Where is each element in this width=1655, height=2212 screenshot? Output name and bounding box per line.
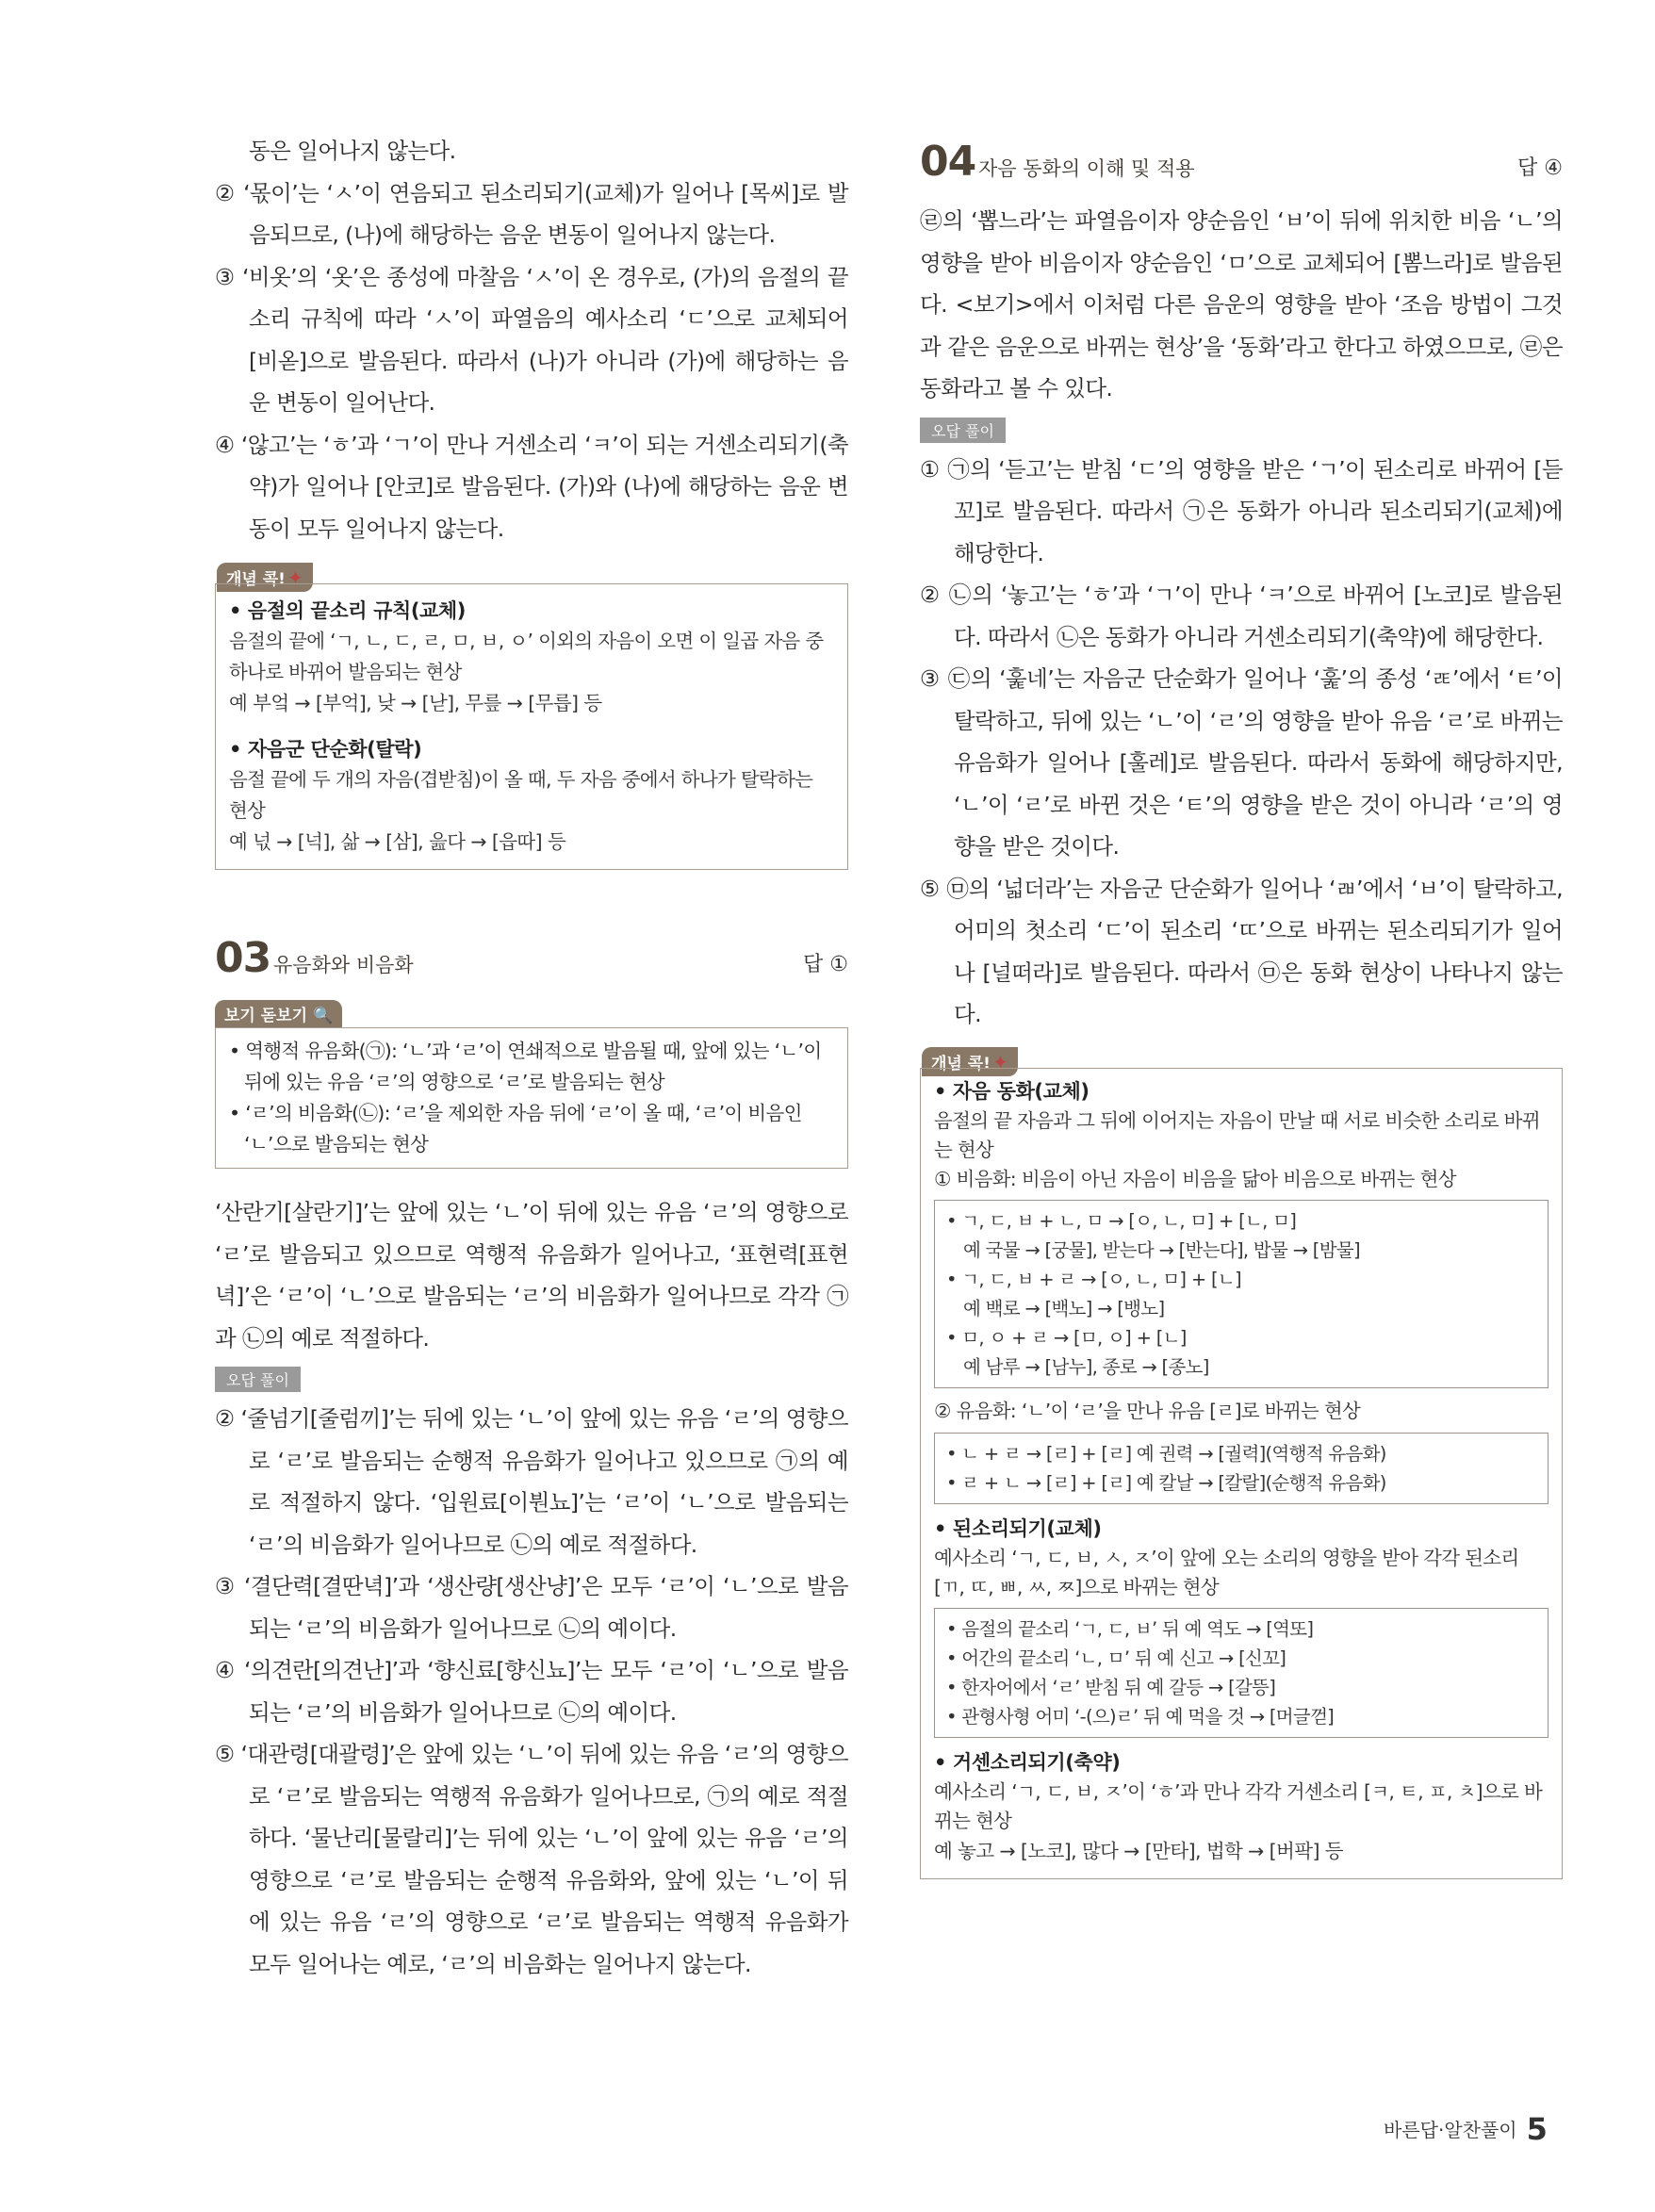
- section-answer: 답 ④: [1517, 156, 1563, 180]
- wrong-answer-tag: 오답 풀이: [920, 418, 1006, 443]
- rule-line: • 어간의 끝소리 ‘ㄴ, ㅁ’ 뒤 예 신고 → [신꼬]: [946, 1647, 1286, 1669]
- concept-box: [215, 583, 848, 870]
- rule-example: 예 남루 → [남누], 종로 → [종노]: [963, 1355, 1209, 1378]
- bogi-tag: 보기 돋보기 🔍: [215, 1000, 342, 1027]
- concept-heading: • 거센소리되기(축약): [934, 1750, 1121, 1774]
- rule-box: [934, 1433, 1548, 1504]
- answer-item: ③ ‘결단력[결딴녁]’과 ‘생산량[생산냥]’은 모두 ‘ㄹ’이 ‘ㄴ’으로 발음되는 ‘ㄹ’의 비음화가 일어나므로 ㉡의 예이다.: [215, 1573, 848, 1642]
- rule-example: 예 국물 → [궁물], 받는다 → [반는다], 밥물 → [밤물]: [963, 1238, 1360, 1261]
- rule-example: 예 백로 → [백노] → [뱅노]: [963, 1297, 1165, 1319]
- concept-tag-row: [920, 1038, 1563, 1073]
- section-number: 03: [215, 934, 271, 982]
- page-footer: [1384, 2111, 1548, 2147]
- section-title: 자음 동화의 이해 및 적용: [978, 157, 1195, 180]
- sparkle-icon: ✦: [991, 1050, 1008, 1073]
- section-answer: 답 ①: [803, 953, 848, 976]
- rule-line: • ㄱ, ㄷ, ㅂ + ㄴ, ㅁ → [ㅇ, ㄴ, ㅁ] + [ㄴ, ㅁ]: [946, 1209, 1297, 1232]
- sparkle-icon: ✦: [287, 566, 303, 589]
- bogi-item: • ‘ㄹ’의 비음화(㉡): ‘ㄹ’을 제외한 자음 뒤에 ‘ㄹ’이 올 때, ‘ㄹ’이 비음인 ‘ㄴ’으로 발음되는 현상: [229, 1102, 802, 1155]
- concept-text: 음절 끝에 두 개의 자음(겹받침)이 올 때, 두 자음 중에서 하나가 탈락하는 현상: [229, 768, 813, 822]
- answer-item: ③ ㉢의 ‘훑네’는 자음군 단순화가 일어나 ‘훑’의 종성 ‘ㄾ’에서 ‘ㅌ’이 탈락하고, 뒤에 있는 ‘ㄴ’이 ‘ㄹ’의 영향을 받아 유음 ‘ㄹ’로 바뀌는 유음화가 일어나 [훌레]로 발음된다. 따라서 동화에 해당하지만, ‘ㄴ’이 ‘ㄹ’로 바뀐 것은 ‘ㅌ’의 영향을 받은 것이 아니라 ‘ㄹ’의 영향을 받은 것이다.: [920, 665, 1563, 860]
- concept-box: [920, 1068, 1563, 1879]
- bogi-item: • 역행적 유음화(㉠): ‘ㄴ’과 ‘ㄹ’이 연쇄적으로 발음될 때, 앞에 있는 ‘ㄴ’이 뒤에 있는 유음 ‘ㄹ’의 영향으로 ‘ㄹ’로 발음되는 현상: [229, 1040, 822, 1093]
- bogi-box: [215, 1027, 848, 1169]
- rule-line: • ㅁ, ㅇ + ㄹ → [ㅁ, ㅇ] + [ㄴ]: [946, 1326, 1187, 1349]
- rule-line: • ㄴ + ㄹ → [ㄹ] + [ㄹ] 예 권력 → [궐력](역행적 유음화): [946, 1442, 1386, 1465]
- concept-tag: 개념 콕! ✦: [217, 563, 313, 592]
- concept-example: 예 부엌 → [부억], 낮 → [낟], 무릎 → [무릅] 등: [229, 692, 602, 714]
- answer-item: ② ‘줄넘기[줄럼끼]’는 뒤에 있는 ‘ㄴ’이 앞에 있는 유음 ‘ㄹ’의 영향으로 ‘ㄹ’로 발음되는 순행적 유음화가 일어나고 있으므로 ㉠의 예로 적절하지 않다. ‘입원료[이붠뇨]’는 ‘ㄹ’이 ‘ㄴ’으로 발음되는 ‘ㄹ’의 비음화가 일어나므로 ㉡의 예로 적절하다.: [215, 1405, 848, 1558]
- answer-item: ⑤ ㉤의 ‘넓더라’는 자음군 단순화가 일어나 ‘ㄼ’에서 ‘ㅂ’이 탈락하고, 어미의 첫소리 ‘ㄷ’이 된소리 ‘ㄸ’으로 바뀌는 된소리되기가 일어나 [널떠라]로 발음된다. 따라서 ㉤은 동화 현상이 나타나지 않는다.: [920, 875, 1563, 1027]
- rule-box: [934, 1200, 1548, 1388]
- rule-line: • ㄱ, ㄷ, ㅂ + ㄹ → [ㅇ, ㄴ, ㅁ] + [ㄴ]: [946, 1268, 1241, 1290]
- concept-text: 음절의 끝에 ‘ㄱ, ㄴ, ㄷ, ㄹ, ㅁ, ㅂ, ㅇ’ 이외의 자음이 오면 이 일곱 자음 중 하나로 바뀌어 발음되는 현상: [229, 630, 824, 683]
- rule-line: • 한자어에서 ‘ㄹ’ 받침 뒤 예 갈등 → [갈뜽]: [946, 1676, 1276, 1698]
- section-header: [215, 934, 848, 1000]
- footer-label: 바른답·알찬풀이: [1384, 2119, 1517, 2141]
- page-number: 5: [1526, 2111, 1548, 2147]
- paragraph: 동은 일어나지 않는다.: [249, 138, 456, 164]
- concept-heading: • 된소리되기(교체): [934, 1516, 1102, 1540]
- answer-item: ⑤ ‘대관령[대괄령]’은 앞에 있는 ‘ㄴ’이 뒤에 있는 유음 ‘ㄹ’의 영향으로 ‘ㄹ’로 발음되는 역행적 유음화가 일어나므로, ㉠의 예로 적절하다. ‘물난리[물랄리]’는 뒤에 있는 ‘ㄴ’이 앞에 있는 유음 ‘ㄹ’의 영향으로 ‘ㄹ’로 발음되는 순행적 유음화와, 앞에 있는 ‘ㄴ’이 뒤에 있는 유음 ‘ㄹ’의 영향으로 ‘ㄹ’로 발음되는 역행적 유음화가 모두 일어나는 예로, ‘ㄹ’의 비음화는 일어나지 않는다.: [215, 1741, 848, 1977]
- answer-item: ④ ‘않고’는 ‘ㅎ’과 ‘ㄱ’이 만나 거센소리 ‘ㅋ’이 되는 거센소리되기(축약)가 일어나 [안코]로 발음된다. (가)와 (나)에 해당하는 음운 변동이 모두 일어나지 않는다.: [215, 431, 848, 542]
- concept-heading: • 자음 동화(교체): [934, 1079, 1090, 1103]
- section-header: [920, 138, 1563, 200]
- paragraph: ‘산란기[살란기]’는 앞에 있는 ‘ㄴ’이 뒤에 있는 유음 ‘ㄹ’의 영향으로 ‘ㄹ’로 발음되고 있으므로 역행적 유음화가 일어나고, ‘표현력[표현녁]’은 ‘ㄹ’이 ‘ㄴ’으로 발음되는 ‘ㄹ’의 비음화가 일어나므로 각각 ㉠과 ㉡의 예로 적절하다.: [215, 1199, 848, 1352]
- concept-example: 예 놓고 → [노코], 많다 → [만타], 법학 → [버팍] 등: [934, 1839, 1343, 1862]
- answer-item: ① ㉠의 ‘듣고’는 받침 ‘ㄷ’의 영향을 받은 ‘ㄱ’이 된소리로 바뀌어 [듣꼬]로 발음된다. 따라서 ㉠은 동화가 아니라 된소리되기(교체)에 해당한다.: [920, 455, 1563, 566]
- rule-box: [934, 1608, 1548, 1738]
- rule-line: • ㄹ + ㄴ → [ㄹ] + [ㄹ] 예 칼날 → [칼랄](순행적 유음화): [946, 1471, 1386, 1494]
- answer-item: ② ‘몫이’는 ‘ㅅ’이 연음되고 된소리되기(교체)가 일어나 [목씨]로 발음되므로, (나)에 해당하는 음운 변동이 일어나지 않는다.: [215, 179, 848, 248]
- rule-line: • 관형사형 어미 ‘-(으)ㄹ’ 뒤 예 먹을 것 → [머글껃]: [946, 1705, 1335, 1728]
- answer-item: ④ ‘의견란[의견난]’과 ‘향신료[향신뇨]’는 모두 ‘ㄹ’이 ‘ㄴ’으로 발음되는 ‘ㄹ’의 비음화가 일어나므로 ㉡의 예이다.: [215, 1657, 848, 1726]
- concept-tag: 개념 콕! ✦: [922, 1047, 1018, 1076]
- concept-text: 음절의 끝 자음과 그 뒤에 이어지는 자음이 만날 때 서로 비슷한 소리로 바뀌는 현상: [934, 1108, 1540, 1161]
- concept-text: 예사소리 ‘ㄱ, ㄷ, ㅂ, ㅈ’이 ‘ㅎ’과 만나 각각 거센소리 [ㅋ, ㅌ, ㅍ, ㅊ]으로 바뀌는 현상: [934, 1779, 1543, 1832]
- concept-heading: • 음절의 끝소리 규칙(교체): [229, 599, 467, 622]
- concept-example: 예 넋 → [넉], 삶 → [삼], 읊다 → [읍따] 등: [229, 830, 566, 853]
- concept-text: 예사소리 ‘ㄱ, ㄷ, ㅂ, ㅅ, ㅈ’이 앞에 오는 소리의 영향을 받아 각각 된소리 [ㄲ, ㄸ, ㅃ, ㅆ, ㅉ]으로 바뀌는 현상: [934, 1546, 1519, 1598]
- wrong-answer-tag: 오답 풀이: [215, 1367, 301, 1392]
- concept-tag-row: [215, 553, 848, 589]
- concept-heading: • 자음군 단순화(탈락): [229, 738, 422, 761]
- concept-text: ② 유음화: ‘ㄴ’이 ‘ㄹ’을 만나 유음 [ㄹ]로 바뀌는 현상: [934, 1399, 1361, 1422]
- left-column: [215, 130, 848, 1985]
- paragraph: ㉣의 ‘뽑느라’는 파열음이자 양순음인 ‘ㅂ’이 뒤에 위치한 비음 ‘ㄴ’의 영향을 받아 비음이자 양순음인 ‘ㅁ’으로 교체되어 [뽐느라]로 발음된다. <보기>에서 이처럼 다른 음운의 영향을 받아 ‘조음 방법이 그것과 같은 음운으로 바뀌는 현상’을 ‘동화’라고 한다고 하였으므로, ㉣은 동화라고 볼 수 있다.: [920, 207, 1563, 401]
- answer-item: ③ ‘비옷’의 ‘옷’은 종성에 마찰음 ‘ㅅ’이 온 경우로, (가)의 음절의 끝소리 규칙에 따라 ‘ㅅ’이 파열음의 예사소리 ‘ㄷ’으로 교체되어 [비옫]으로 발음된다. 따라서 (나)가 아니라 (가)에 해당하는 음운 변동이 일어난다.: [215, 263, 848, 416]
- section-number: 04: [920, 138, 976, 186]
- rule-line: • 음절의 끝소리 ‘ㄱ, ㄷ, ㅂ’ 뒤 예 역도 → [역또]: [946, 1617, 1314, 1640]
- section-title: 유음화와 비음화: [273, 954, 414, 976]
- answer-item: ② ㉡의 ‘놓고’는 ‘ㅎ’과 ‘ㄱ’이 만나 ‘ㅋ’으로 바뀌어 [노코]로 발음된다. 따라서 ㉡은 동화가 아니라 거센소리되기(축약)에 해당한다.: [920, 582, 1563, 650]
- magnifier-icon: 🔍: [312, 1007, 334, 1025]
- concept-text: ① 비음화: 비음이 아닌 자음이 비음을 닮아 비음으로 바뀌는 현상: [934, 1167, 1456, 1190]
- right-column: [920, 138, 1563, 1879]
